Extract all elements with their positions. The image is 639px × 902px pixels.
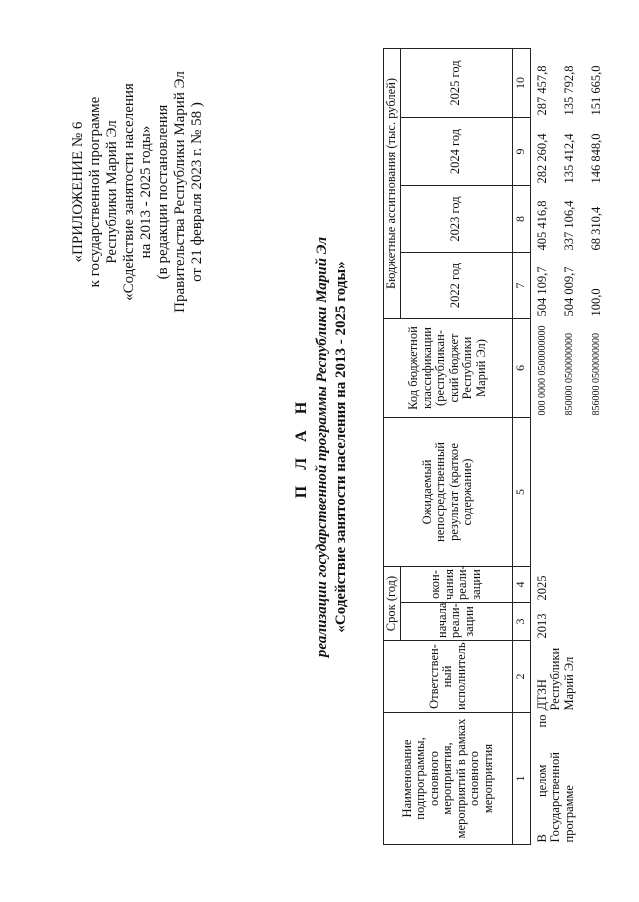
header-result: Ожидаемый непосредственный результат (краткое содержание): [384, 418, 513, 567]
amount-2022: 100,0: [588, 288, 603, 317]
header-year-2024: 2024 год: [400, 118, 512, 186]
header-budget: Бюджетные ассигнования (тыс. рублей): [384, 48, 401, 318]
header-term: Срок (год): [384, 567, 401, 641]
column-number: 10: [512, 48, 530, 117]
row-2024: [530, 118, 604, 186]
table-row: [530, 48, 604, 844]
row-codes: [530, 319, 604, 418]
appendix-line: «ПРИЛОЖЕНИЕ № 6: [70, 121, 86, 263]
amount-2023: 405 416,8: [534, 200, 549, 251]
appendix-header: [70, 42, 206, 342]
plan-table: [383, 49, 635, 845]
column-number: 5: [512, 418, 530, 567]
budget-code: 850000 0500000000: [563, 333, 575, 416]
header-term-end: окон-чания реали-зации: [400, 567, 512, 603]
budget-code: 000 0000 0500000000: [536, 325, 548, 416]
column-number: 2: [512, 641, 530, 713]
row-2022: [530, 253, 604, 319]
appendix-line: «Содействие занятости населения: [121, 83, 137, 301]
appendix-line: Правительства Республики Марий Эл: [172, 71, 188, 313]
plan-subtitle: реализации государственной программы Республики Марий Эл: [314, 236, 330, 658]
row-name: В целом по Государственной программе: [534, 714, 576, 843]
header-year-2023: 2023 год: [400, 186, 512, 253]
column-number: 1: [512, 713, 530, 845]
column-number: 7: [512, 253, 530, 319]
budget-code: 856000 0500000000: [590, 333, 602, 416]
row-result: [530, 418, 604, 567]
column-number: 3: [512, 603, 530, 641]
amount-2024: 146 848,0: [588, 133, 603, 184]
appendix-line: Республики Марий Эл: [104, 120, 120, 264]
header-kbk: Код бюджетной классификации (республикан-ский бюджет Республики Марий Эл): [384, 319, 513, 418]
amount-2024: 282 260,4: [534, 133, 549, 184]
row-2025: [530, 48, 604, 117]
amount-2022: 504 109,7: [534, 266, 549, 317]
column-number: 9: [512, 118, 530, 186]
plan-title: П Л А Н: [293, 395, 310, 499]
row-end-year: 2025: [534, 575, 549, 601]
appendix-line: на 2013 - 2025 годы»: [138, 125, 154, 259]
row-start-year: 2013: [534, 613, 549, 639]
amount-2025: 151 665,0: [588, 65, 603, 116]
appendix-line: от 21 февраля 2023 г. № 58 ): [189, 102, 205, 282]
header-name: Наименование подпрограммы, основного мероприятия, мероприятий в рамках основного мероприятия: [384, 713, 513, 845]
appendix-line: (в редакции постановления: [155, 104, 171, 280]
amount-2024: 135 412,4: [561, 133, 576, 184]
row-executor: ДТЗН Республики Марий Эл: [534, 647, 576, 711]
column-number: 4: [512, 567, 530, 603]
amount-2023: 68 310,4: [588, 206, 603, 251]
row-2023: [530, 186, 604, 253]
amount-2022: 504 009,7: [561, 266, 576, 317]
header-term-start: начала реали-зации: [400, 603, 512, 641]
amount-2025: 135 792,8: [561, 65, 576, 116]
amount-2023: 337 106,4: [561, 200, 576, 251]
appendix-line: к государственной программе: [87, 96, 103, 288]
header-year-2022: 2022 год: [400, 253, 512, 319]
header-year-2025: 2025 год: [400, 48, 512, 117]
column-number: 6: [512, 319, 530, 418]
amount-2025: 287 457,8: [534, 65, 549, 116]
program-name: «Содействие занятости населения на 2013 - 2025 годы»: [333, 261, 349, 633]
column-number: 8: [512, 186, 530, 253]
header-executor: Ответствен-ный исполнитель: [384, 641, 513, 713]
